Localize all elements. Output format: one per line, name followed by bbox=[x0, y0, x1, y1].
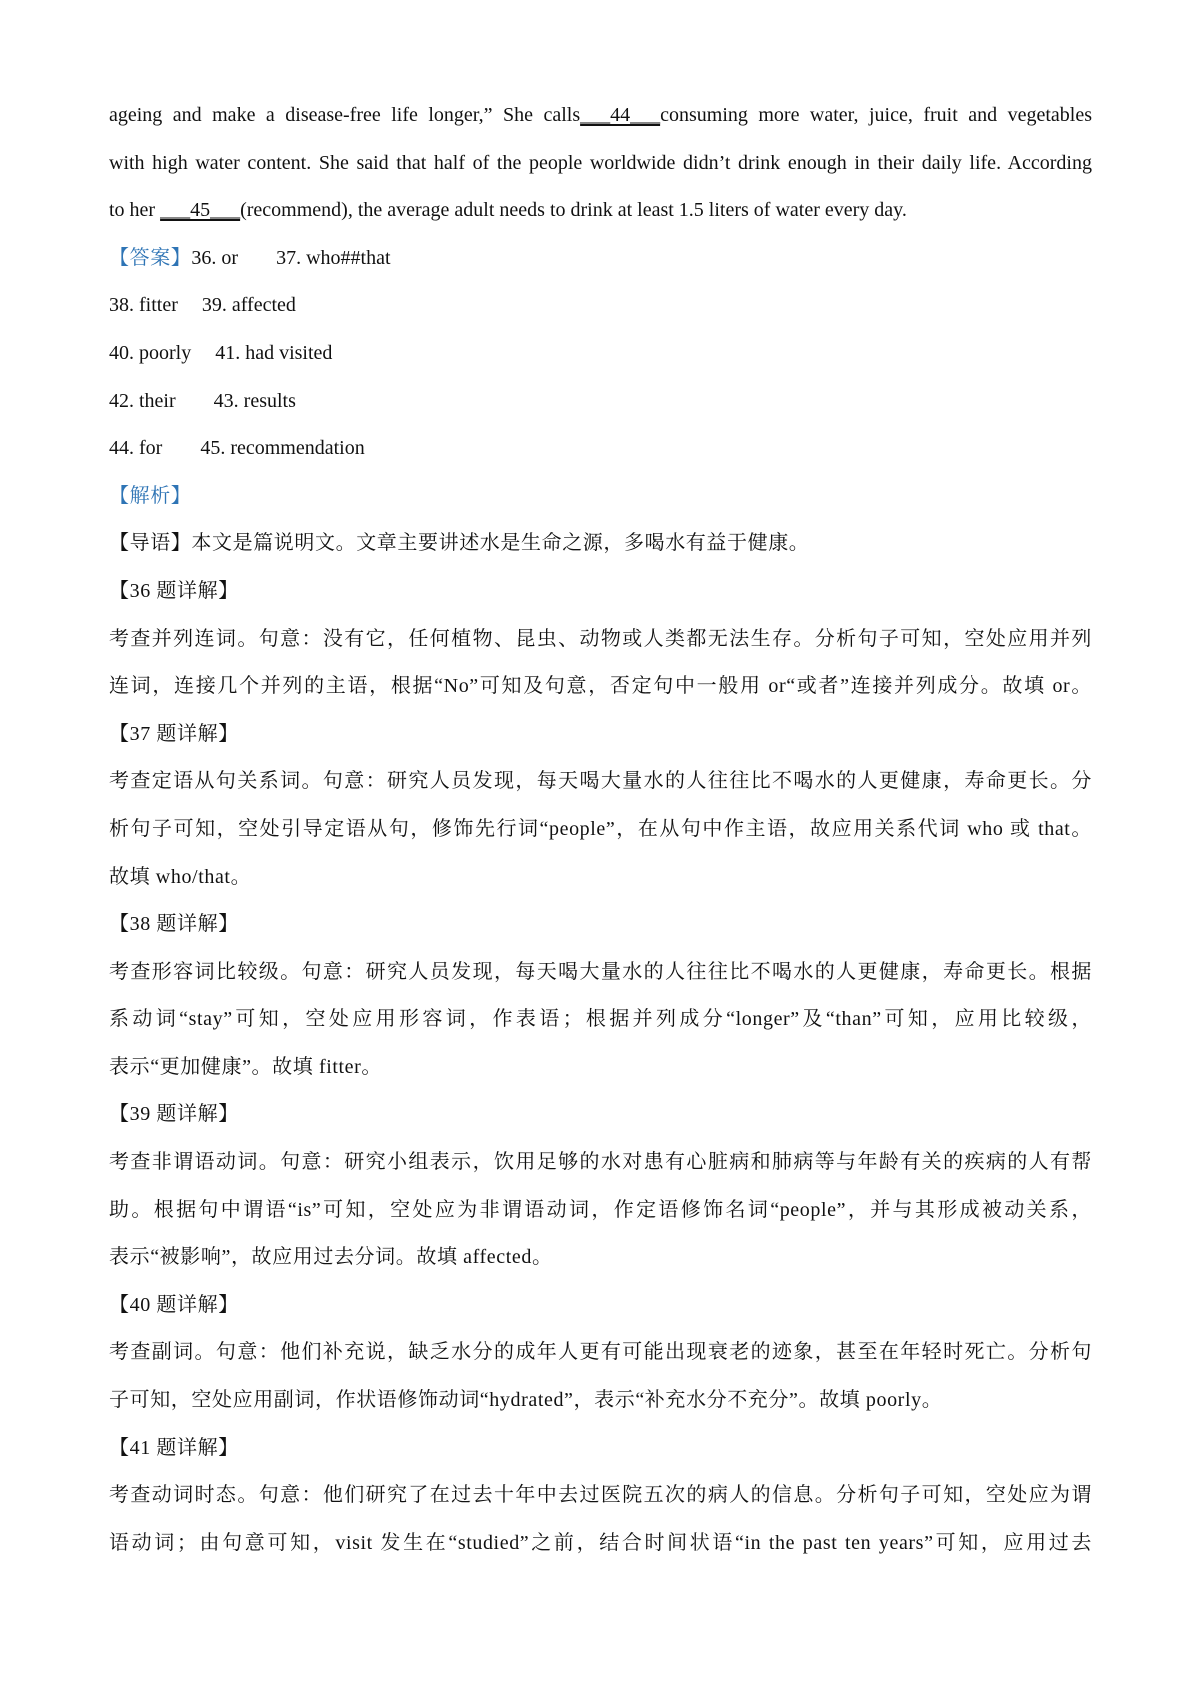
section-37-line-2: 析句子可知，空处引导定语从句，修饰先行词“people”，在从句中作主语，故应用关系代词 who 或 that。 bbox=[109, 817, 1092, 840]
answer-row-4 bbox=[109, 378, 1092, 426]
section-39-line-2: 助。根据句中谓语“is”可知，空处应为非谓语动词，作定语修饰名词“people”，并与其形成被动关系， bbox=[109, 1198, 1092, 1221]
analysis-label: 【解析】 bbox=[109, 484, 192, 507]
answer-37: 37. who##that bbox=[276, 246, 391, 269]
section-39-line-1: 考查非谓语动词。句意：研究小组表示，饮用足够的水对患有心脏病和肺病等与年龄有关的疾病的人有帮 bbox=[109, 1151, 1092, 1174]
answer-43: 43. results bbox=[213, 389, 296, 412]
answer-row-2 bbox=[109, 282, 1092, 330]
passage-line-1-post: consuming more water, juice, fruit and vegetables bbox=[660, 104, 1092, 126]
section-37-line-1: 考查定语从句关系词。句意：研究人员发现，每天喝大量水的人往往比不喝水的人更健康，寿命更长。分 bbox=[109, 770, 1092, 793]
answer-42: 42. their bbox=[109, 389, 176, 412]
section-40-line-1: 考查副词。句意：他们补充说，缺乏水分的成年人更有可能出现衰老的迹象，甚至在年轻时死亡。分析句 bbox=[109, 1341, 1092, 1364]
answer-40: 40. poorly bbox=[109, 341, 192, 364]
section-38-line-1: 考查形容词比较级。句意：研究人员发现，每天喝大量水的人往往比不喝水的人更健康，寿命更长。根据 bbox=[109, 960, 1092, 983]
section-40-line-2: 子可知，空处应用副词，作状语修饰动词“hydrated”，表示“补充水分不充分”。故填 poorly。 bbox=[109, 1389, 943, 1412]
section-37-heading: 【37 题详解】 bbox=[109, 722, 239, 745]
answer-39: 39. affected bbox=[201, 294, 296, 317]
section-36-heading: 【36 题详解】 bbox=[109, 579, 239, 602]
passage-line-1-pre: ageing and make a disease-free life longer,” She calls bbox=[109, 104, 581, 126]
answer-label: 【答案】 bbox=[109, 246, 192, 269]
answer-row-1 bbox=[109, 235, 1092, 283]
answer-44: 44. for bbox=[109, 437, 163, 460]
answer-45: 45. recommendation bbox=[200, 437, 365, 460]
section-38-line-3: 表示“更加健康”。故填 fitter。 bbox=[109, 1055, 383, 1078]
analysis-intro: 【导语】本文是篇说明文。文章主要讲述水是生命之源，多喝水有益于健康。 bbox=[109, 532, 810, 555]
section-38-heading: 【38 题详解】 bbox=[109, 913, 239, 936]
passage-line-2: with high water content. She said that half of the people worldwide didn’t drink enough in their daily life. According bbox=[109, 151, 1092, 174]
answer-36: 36. or bbox=[191, 246, 239, 269]
section-36-line-1: 考查并列连词。句意：没有它，任何植物、昆虫、动物或人类都无法生存。分析句子可知，空处应用并列 bbox=[109, 627, 1092, 650]
section-39-heading: 【39 题详解】 bbox=[109, 1103, 239, 1126]
blank-44: ___44___ bbox=[580, 104, 661, 126]
passage-line-3 bbox=[109, 187, 1092, 235]
section-41-line-2: 语动词；由句意可知，visit 发生在“studied”之前，结合时间状语“in the past ten years”可知，应用过去 bbox=[109, 1531, 1092, 1554]
passage-line-1 bbox=[109, 92, 1092, 140]
section-41-heading: 【41 题详解】 bbox=[109, 1436, 239, 1459]
answer-38: 38. fitter bbox=[109, 294, 178, 317]
blank-45: ___45___ bbox=[160, 199, 241, 222]
section-36-line-2: 连词，连接几个并列的主语，根据“No”可知及句意，否定句中一般用 or“或者”连接并列成分。故填 or。 bbox=[109, 675, 1092, 698]
answer-row-5 bbox=[109, 425, 1092, 473]
section-38-line-2: 系动词“stay”可知，空处应用形容词，作表语；根据并列成分“longer”及“than”可知，应用比较级， bbox=[109, 1008, 1092, 1031]
answer-41: 41. had visited bbox=[215, 341, 333, 364]
section-41-line-1: 考查动词时态。句意：他们研究了在过去十年中去过医院五次的病人的信息。分析句子可知，空处应为谓 bbox=[109, 1484, 1092, 1507]
section-37-line-3: 故填 who/that。 bbox=[109, 865, 252, 888]
passage-line-3-pre: to her bbox=[109, 199, 161, 222]
section-40-heading: 【40 题详解】 bbox=[109, 1293, 239, 1316]
section-39-line-3: 表示“被影响”，故应用过去分词。故填 affected。 bbox=[109, 1246, 553, 1269]
answer-row-3 bbox=[109, 330, 1092, 378]
passage-line-3-post: (recommend), the average adult needs to drink at least 1.5 liters of water every day. bbox=[240, 199, 907, 222]
